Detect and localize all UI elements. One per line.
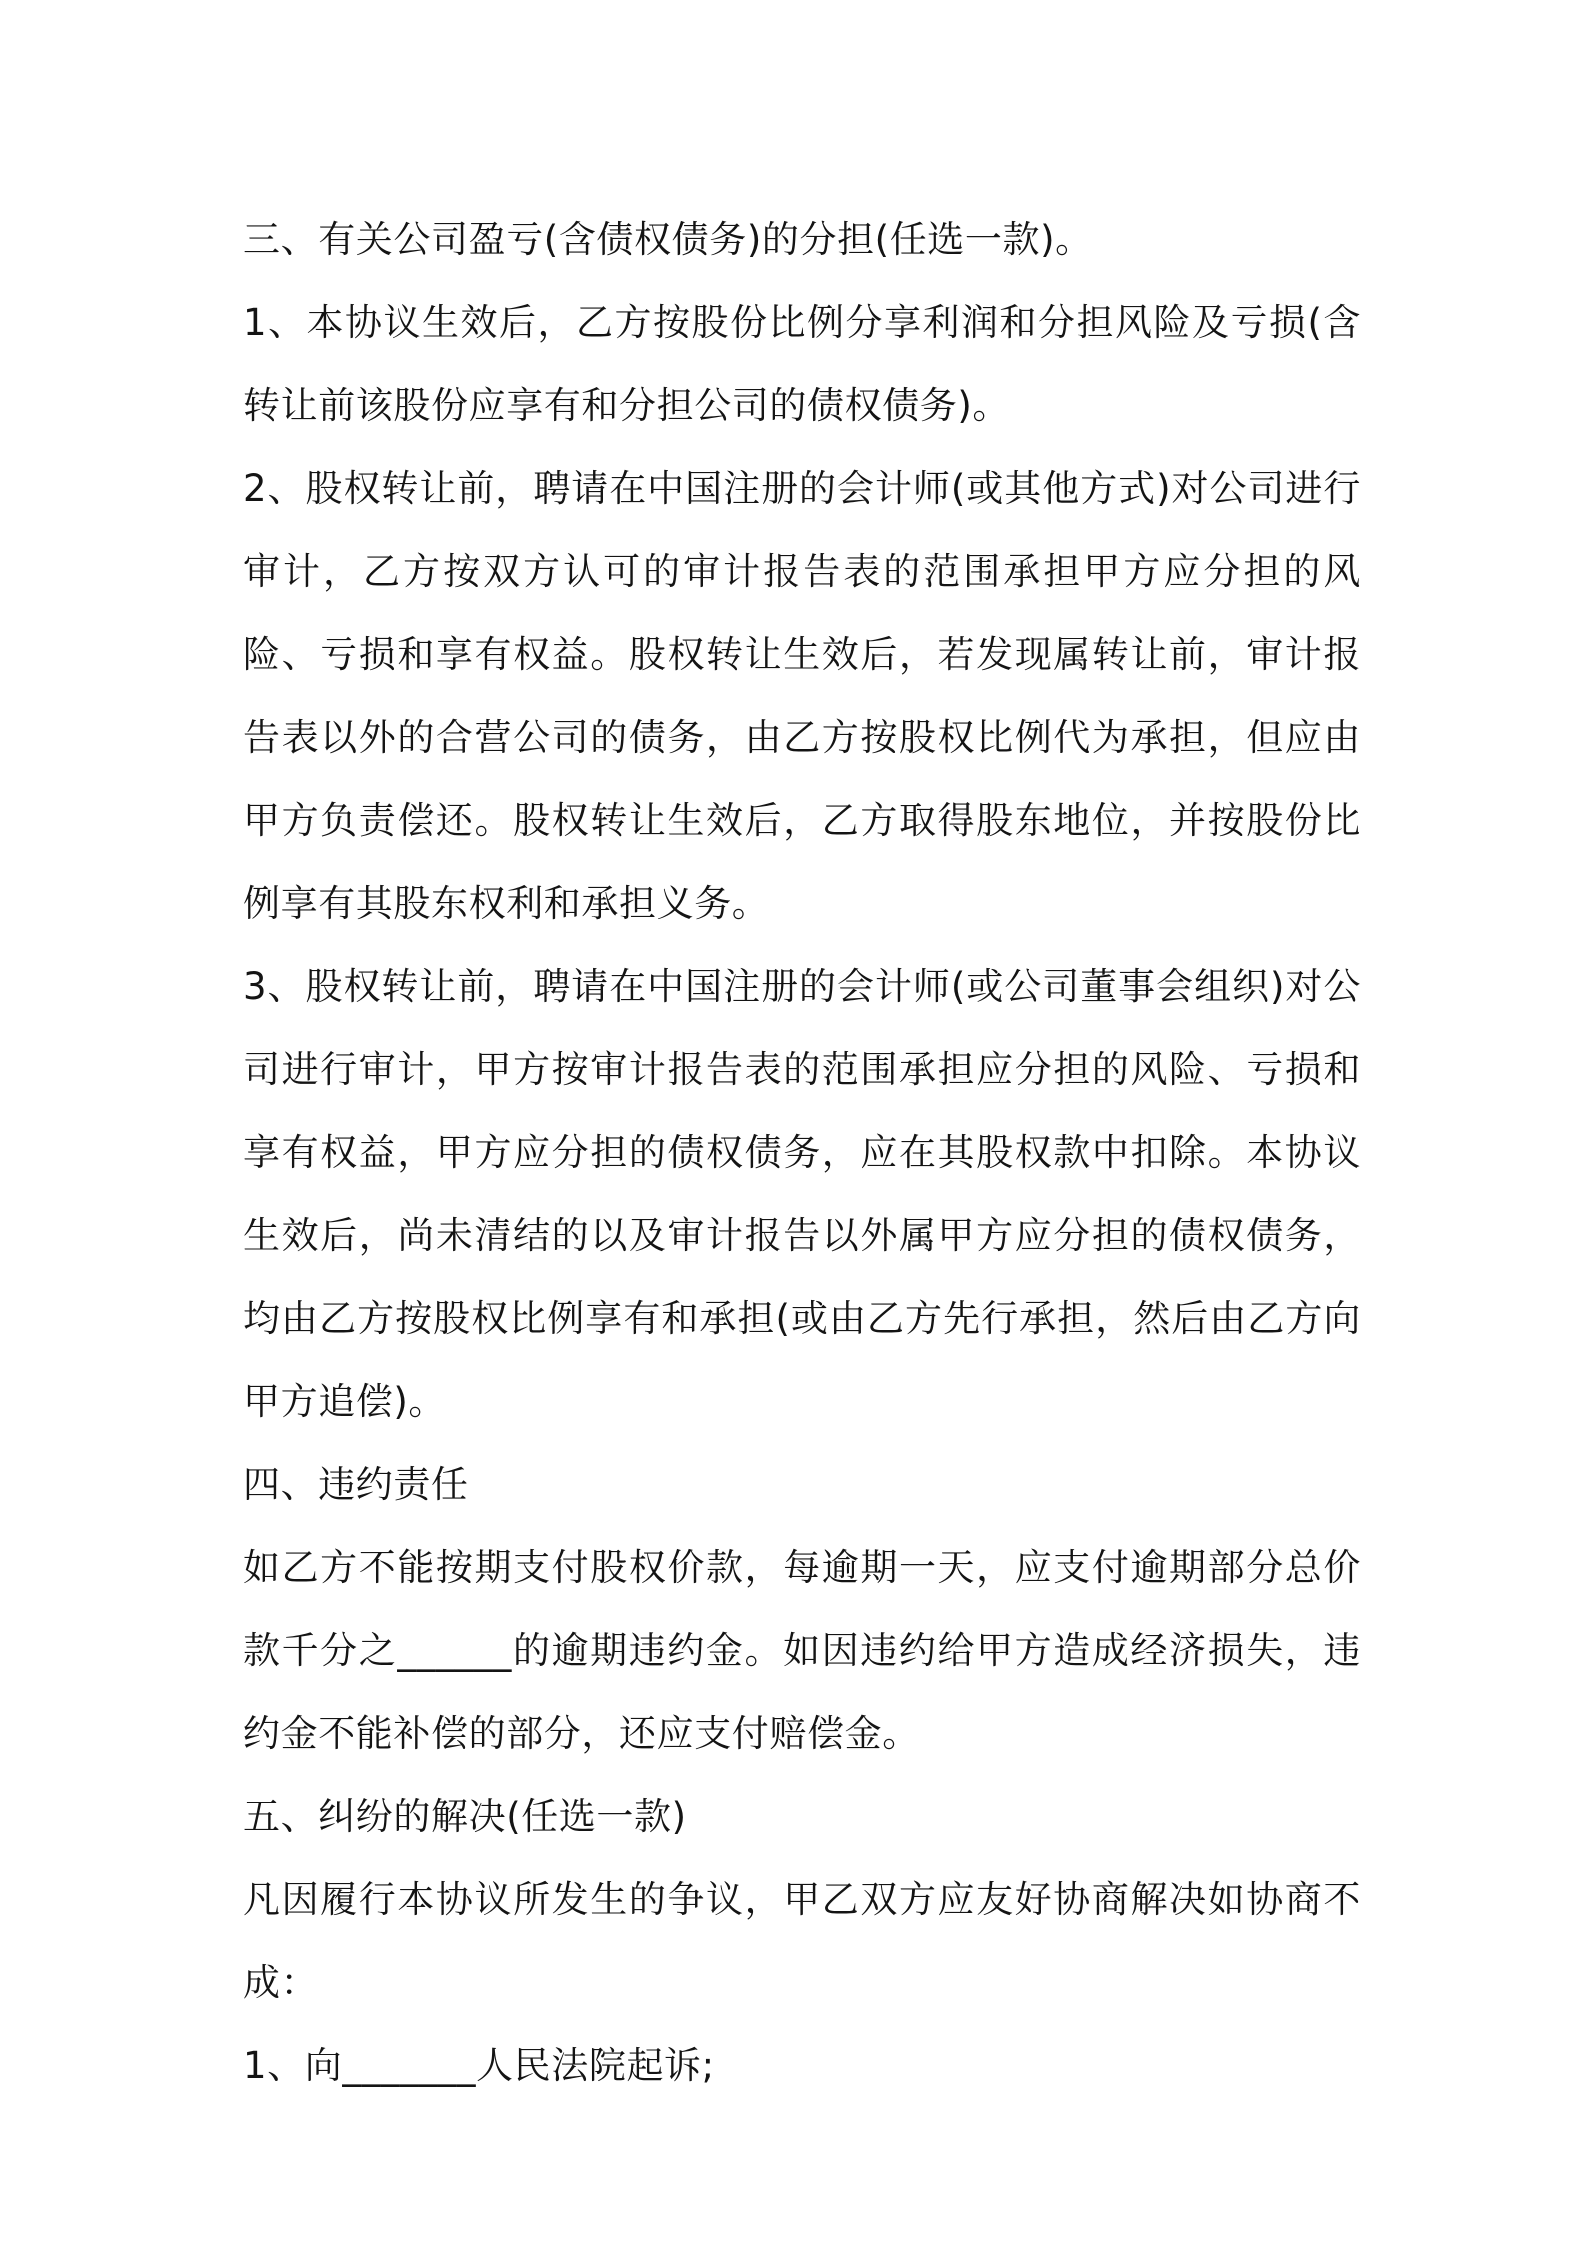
clause-1-profit-loss: 1、本协议生效后，乙方按股份比例分享利润和分担风险及亏损(含转让前该股份应享有和分担公司的债权债务)。 [243,301,1361,427]
clause-3-board-audit: 3、股权转让前，聘请在中国注册的会计师(或公司董事会组织)对公司进行审计，甲方按审计报告表的范围承担应分担的风险、亏损和享有权益，甲方应分担的债权债务，应在其股权款中扣除。本协议生效后，尚未清结的以及审计报告以外属甲方应分担的债权债务，均由乙方按股权比例享有和承担(或由乙方先行承担，然后由乙方向甲方追偿)。 [243,965,1361,1423]
dispute-intro: 凡因履行本协议所发生的争议，甲乙双方应友好协商解决如协商不成： [243,1878,1361,2004]
clause-2-pre-transfer-audit: 2、股权转让前，聘请在中国注册的会计师(或其他方式)对公司进行审计，乙方按双方认可的审计报告表的范围承担甲方应分担的风险、亏损和享有权益。股权转让生效后，若发现属转让前，审计报告表以外的合营公司的债务，由乙方按股权比例代为承担，但应由甲方负责偿还。股权转让生效后，乙方取得股东地位，并按股份比例享有其股东权利和承担义务。 [243,467,1361,925]
section-heading-profit-loss-sharing: 三、有关公司盈亏(含债权债务)的分担(任选一款)。 [243,218,1093,261]
dispute-option-1-court: 1、向_______人民法院起诉; [243,2044,715,2087]
document-body [243,198,1361,2107]
liability-clause: 如乙方不能按期支付股权价款，每逾期一天，应支付逾期部分总价款千分之______的逾期违约金。如因违约给甲方造成经济损失，违约金不能补偿的部分，还应支付赔偿金。 [243,1546,1361,1755]
section-heading-dispute-resolution: 五、纠纷的解决(任选一款) [243,1795,687,1838]
section-heading-liability: 四、违约责任 [243,1463,469,1506]
